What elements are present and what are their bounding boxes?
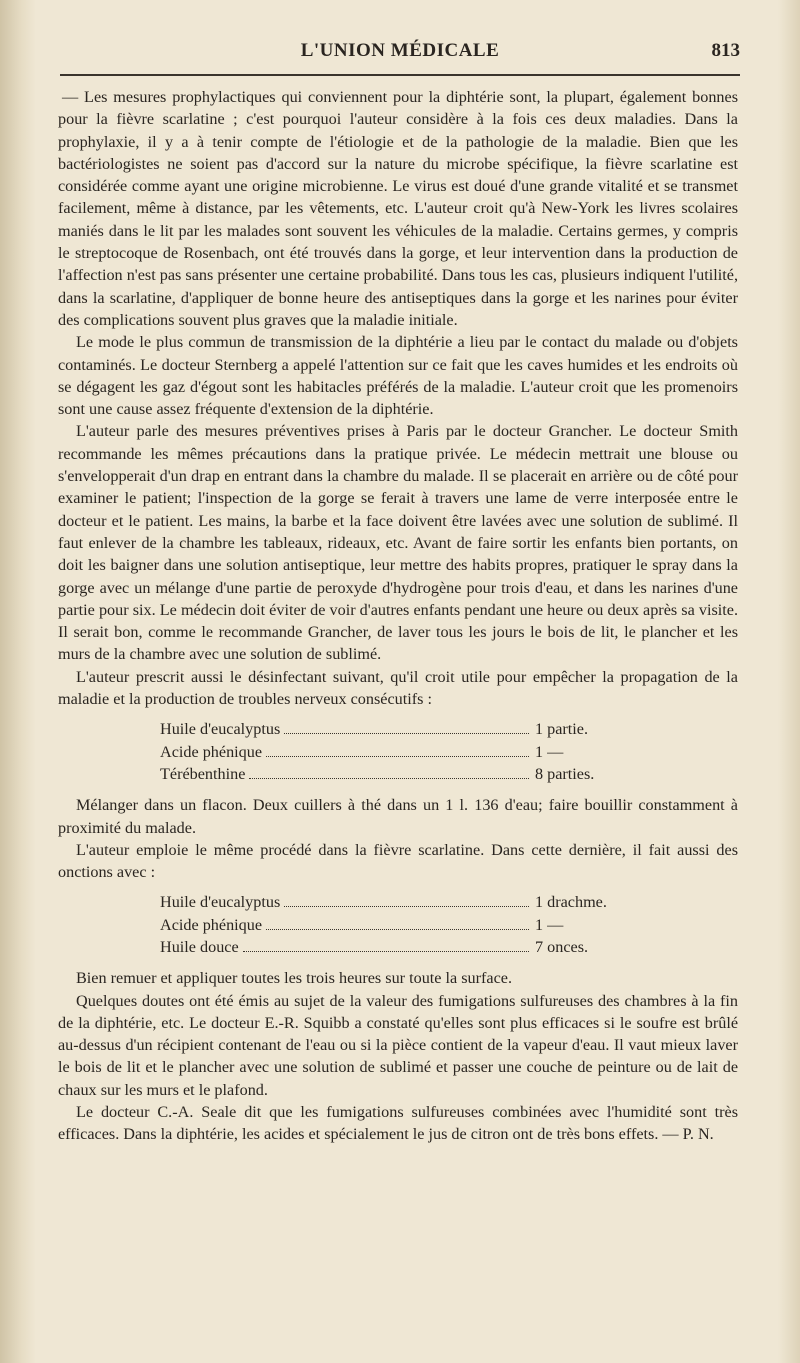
recipe-ingredient: Térébenthine — [160, 764, 246, 783]
article-body — [58, 86, 738, 1146]
recipe-ingredient: Acide phénique — [160, 915, 263, 934]
page-number: 813 — [711, 40, 740, 61]
recipe-quantity: 1 partie. — [535, 720, 589, 739]
ointment-recipe — [160, 891, 630, 958]
running-header — [60, 38, 740, 72]
paragraph: Quelques doutes ont été émis au sujet de la valeur des fumigations sulfureuses des chambres à la fin de la diphtérie, etc. Le docteur E.-R. Squibb a constaté qu'elles sont plus efficaces si le soufre est brûlé au-dessus d'un récipient contenant de l'eau ou si la pièce contient de la vapeur d'eau. Il vaut mieux laver le bois de lit et le plancher avec une solution de sublimé et passer une couche de peinture ou de lait de chaux sur les murs et le plafond. — [58, 991, 738, 1099]
header-rule — [60, 74, 740, 76]
leader-dots — [266, 756, 529, 757]
paragraph: L'auteur emploie le même procédé dans la fièvre scarlatine. Dans cette dernière, il fait aussi des onctions avec : — [58, 840, 738, 882]
recipe-ingredient: Acide phénique — [160, 742, 263, 761]
recipe-quantity: 8 parties. — [535, 764, 595, 783]
recipe-ingredient: Huile d'eucalyptus — [160, 893, 281, 912]
recipe-quantity: 1 — — [535, 742, 564, 761]
recipe-quantity: 7 onces. — [535, 937, 589, 956]
leader-dots — [249, 778, 529, 779]
paragraph: L'auteur prescrit aussi le désinfectant suivant, qu'il croit utile pour empêcher la propagation de la maladie et la production de troubles nerveux consécutifs : — [58, 667, 738, 709]
recipe-row — [160, 936, 630, 958]
leader-dots — [266, 929, 529, 930]
paragraph: Bien remuer et appliquer toutes les trois heures sur toute la surface. — [76, 969, 513, 988]
paragraph: Le mode le plus commun de transmission de la diphtérie a lieu par le contact du malade ou d'objets contaminés. Le docteur Sternberg a appelé l'attention sur ce fait que les caves humides et les endroits où se dégagent les gaz d'égout sont les habitacles préférés de la maladie. L'auteur croit que les promenoirs sont une cause assez fréquente d'extension de la diphtérie. — [58, 333, 738, 419]
recipe-quantity: 1 drachme. — [535, 893, 607, 912]
paragraph: — Les mesures prophylactiques qui conviennent pour la diphtérie sont, la plupart, également bonnes pour la fièvre scarlatine ; c'est pourquoi l'auteur considère à la fois ces deux maladies. Dans la prophylaxie, il y a à tenir compte de l'étiologie et de la pathologie de la maladie. Bien que les bactériologistes ne soient pas d'accord sur la nature du microbe spécifique, la fièvre scarlatine est considérée comme ayant une origine microbienne. Le virus est doué d'une grande vitalité et se transmet facilement, même à distance, par les vêtements, etc. L'auteur croit qu'à New-York les livres scolaires maniés dans le lit par les malades sont souvent les véhicules de la maladie. Certains germes, y compris le streptocoque de Rosenbach, ont été trouvés dans la gorge, et leur intervention dans la production de l'affection n'est pas sans présenter une certaine probabilité. Dans tous les cas, plusieurs indiquent l'utilité, dans la scarlatine, d'appliquer de bonne heure des antiseptiques dans la gorge et les narines pour éviter des complications souvent plus graves que la maladie initiale. — [58, 88, 738, 329]
leader-dots — [243, 951, 529, 952]
recipe-ingredient: Huile d'eucalyptus — [160, 720, 281, 739]
recipe-row — [160, 718, 630, 740]
paragraph: Mélanger dans un flacon. Deux cuillers à thé dans un 1 l. 136 d'eau; faire bouillir constamment à proximité du malade. — [58, 796, 738, 837]
leader-dots — [284, 733, 529, 734]
recipe-row — [160, 891, 630, 913]
recipe-row — [160, 741, 630, 763]
leader-dots — [284, 906, 529, 907]
paragraph: Le docteur C.-A. Seale dit que les fumigations sulfureuses combinées avec l'humidité sont très efficaces. Dans la diphtérie, les acides et spécialement le jus de citron ont de très bons effets. — P. N. — [58, 1103, 738, 1144]
disinfectant-recipe — [160, 718, 630, 785]
recipe-quantity: 1 — — [535, 915, 564, 934]
running-title: L'UNION MÉDICALE — [300, 40, 500, 61]
page-binding-shadow — [0, 0, 36, 1363]
page-edge-shadow — [778, 0, 800, 1363]
recipe-ingredient: Huile douce — [160, 937, 239, 956]
recipe-row — [160, 914, 630, 936]
recipe-row — [160, 763, 630, 785]
paragraph: L'auteur parle des mesures préventives prises à Paris par le docteur Grancher. Le docteur Smith recommande les mêmes précautions dans la pratique privée. Le médecin mettrait une blouse ou s'envelopperait d'un drap en entrant dans la chambre du malade. Il se placerait en arrière ou de côté pour examiner le patient; l'inspection de la gorge se ferait à travers une lame de verre interposée entre le docteur et le patient. Les mains, la barbe et la face doivent être lavées avec une solution de sublimé. Il faut enlever de la chambre les tableaux, rideaux, etc. Avant de faire sortir les enfants bien portants, on doit les baigner dans une solution antiseptique, leur mettre des habits propres, pratiquer le spray dans la gorge avec un mélange d'une partie de peroxyde d'hydrogène pour trois d'eau, et dans les narines d'une partie pour six. Le médecin doit éviter de voir d'autres enfants pendant une heure ou deux après sa visite. Il serait bon, comme le recommande Grancher, de laver tous les jours le bois de lit, le plancher et les murs de la chambre avec une solution de sublimé. — [58, 422, 738, 664]
